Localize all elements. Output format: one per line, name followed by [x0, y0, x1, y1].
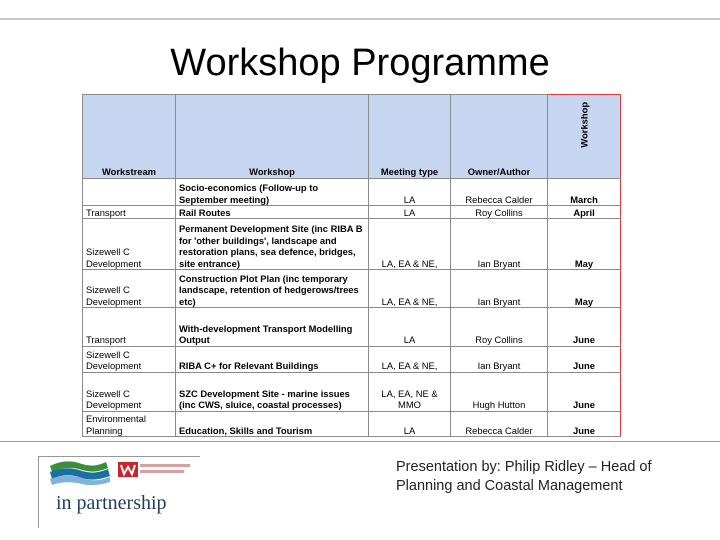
cell-meeting-type: LA [369, 206, 451, 219]
cell-month: April [548, 206, 621, 219]
cell-meeting-type: LA, EA & NE, [369, 346, 451, 372]
cell-meeting-type: LA [369, 411, 451, 436]
header-workstream: Workstream [83, 95, 176, 179]
header-owner: Owner/Author [451, 95, 548, 179]
cell-workstream: Transport [83, 206, 176, 219]
table-row [83, 206, 621, 219]
slide-title: Workshop Programme [170, 42, 550, 84]
cell-owner: Rebecca Calder [451, 411, 548, 436]
cell-meeting-type: LA, EA & NE, [369, 270, 451, 308]
cell-workstream: Transport [83, 308, 176, 346]
cell-workshop: SZC Development Site - marine issues (inc CWS, sluice, coastal processes) [176, 372, 369, 411]
cell-workstream: Sizewell C Development [83, 346, 176, 372]
header-meeting-type: Meeting type [369, 95, 451, 179]
footer-divider [0, 441, 720, 442]
table-row [83, 372, 621, 411]
workshop-table [82, 94, 621, 437]
header-month [548, 95, 621, 179]
table-row [83, 346, 621, 372]
cell-workstream: Environmental Planning [83, 411, 176, 436]
top-divider [0, 18, 720, 20]
cell-workstream: Sizewell C Development [83, 372, 176, 411]
cell-workshop: With-development Transport Modelling Output [176, 308, 369, 346]
waveney-logo [118, 462, 190, 477]
cell-owner: Rebecca Calder [451, 179, 548, 206]
cell-workstream: Sizewell C Development [83, 270, 176, 308]
cell-workshop: Socio-economics (Follow-up to September meeting) [176, 179, 369, 206]
cell-owner: Roy Collins [451, 308, 548, 346]
coastal-wave-logo [50, 461, 110, 485]
header-workshop: Workshop [176, 95, 369, 179]
table-row [83, 270, 621, 308]
cell-workstream [83, 179, 176, 206]
workshop-table-container [82, 94, 620, 437]
cell-owner: Ian Bryant [451, 270, 548, 308]
cell-month: March [548, 179, 621, 206]
cell-owner: Ian Bryant [451, 219, 548, 270]
cell-owner: Ian Bryant [451, 346, 548, 372]
cell-month: May [548, 270, 621, 308]
presenter-prefix: Presentation by: [396, 459, 505, 475]
cell-month: June [548, 372, 621, 411]
cell-workshop: Construction Plot Plan (inc temporary landscape, retention of hedgerows/trees etc) [176, 270, 369, 308]
cell-month: June [548, 411, 621, 436]
presenter-name: Philip Ridley – Head of Planning and Coastal Management [396, 459, 652, 494]
table-row [83, 179, 621, 206]
cell-workshop: RIBA C+ for Relevant Buildings [176, 346, 369, 372]
table-row [83, 411, 621, 436]
cell-meeting-type: LA, EA & NE, [369, 219, 451, 270]
cell-meeting-type: LA [369, 308, 451, 346]
cell-workstream: Sizewell C Development [83, 219, 176, 270]
table-row [83, 219, 621, 270]
header-month-label: Workshop [578, 101, 590, 148]
cell-meeting-type: LA, EA, NE & MMO [369, 372, 451, 411]
partnership-text: in partnership [56, 492, 167, 514]
cell-workshop: Permanent Development Site (inc RIBA B for 'other buildings', landscape and restoration plans, sea defence, bridges, site entrance) [176, 219, 369, 270]
cell-month: June [548, 346, 621, 372]
cell-workshop: Rail Routes [176, 206, 369, 219]
cell-workshop: Education, Skills and Tourism [176, 411, 369, 436]
cell-meeting-type: LA [369, 179, 451, 206]
table-row [83, 308, 621, 346]
cell-owner: Hugh Hutton [451, 372, 548, 411]
cell-month: May [548, 219, 621, 270]
presenter-info [396, 458, 696, 496]
cell-owner: Roy Collins [451, 206, 548, 219]
cell-month: June [548, 308, 621, 346]
